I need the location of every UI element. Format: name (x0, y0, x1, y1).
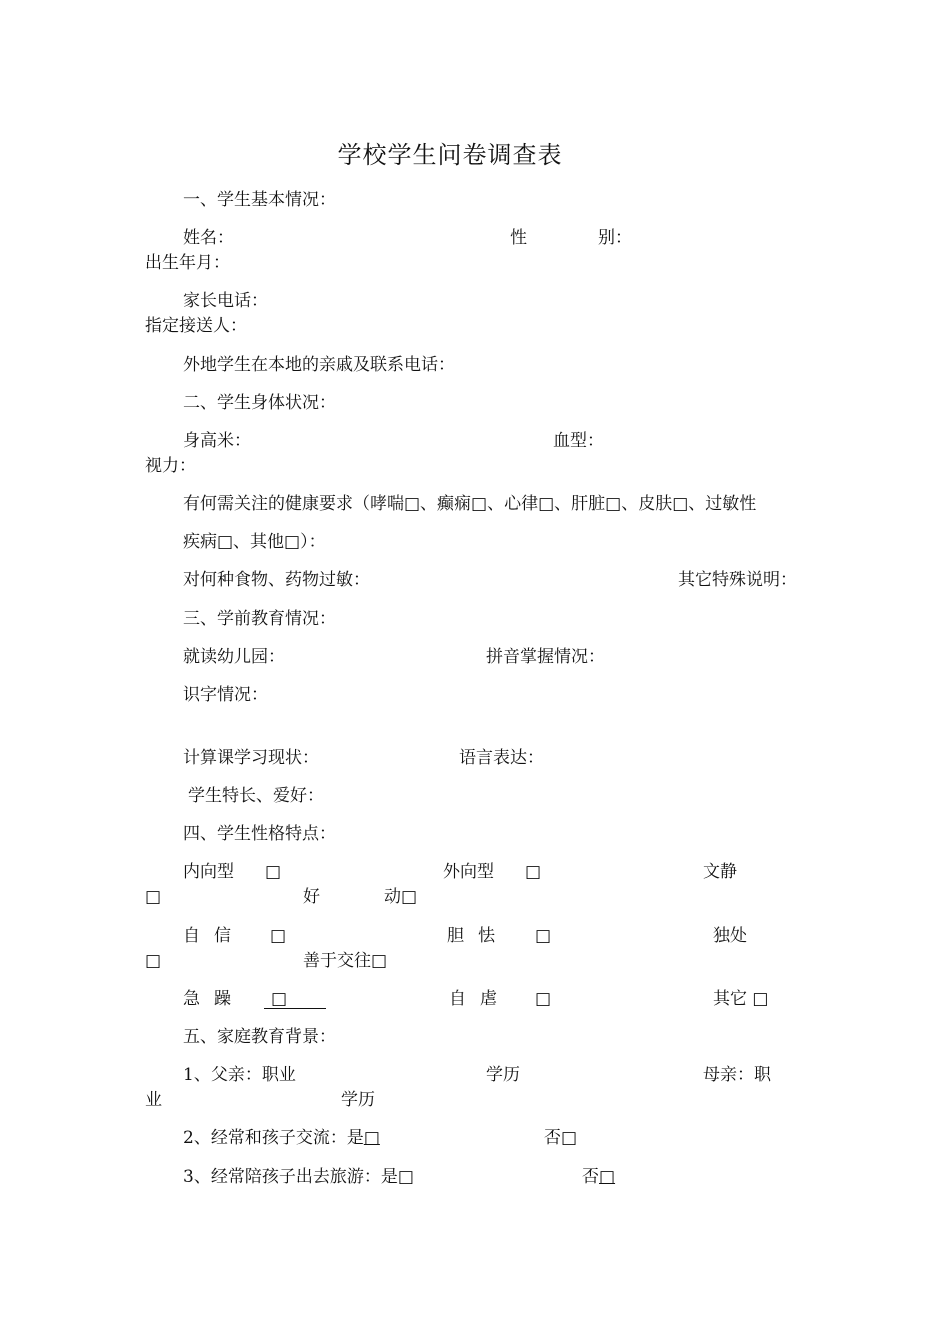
irritable-checkbox[interactable] (264, 989, 326, 1009)
introvert-label: 内向型 (183, 862, 234, 882)
parent-phone-label: 家长电话： (183, 291, 268, 311)
height-label: 身高米： (183, 431, 251, 451)
health-requirements-line2: 疾病□、其他□）： (183, 532, 326, 552)
social-label: 善于交往□ (303, 951, 388, 971)
section-1-heading: 一、学生基本情况： (183, 190, 336, 210)
hobbies-label: 学生特长、爱好： (188, 786, 324, 806)
sex-label-part2: 别： (598, 228, 632, 248)
timid-checkbox[interactable]: □ (535, 926, 552, 946)
travel-no-option (582, 1167, 615, 1187)
kindergarten-label: 就读幼儿园： (183, 647, 285, 667)
pickup-person-label: 指定接送人： (145, 316, 247, 336)
communication-label (183, 1128, 380, 1148)
mother-education-label: 学历 (341, 1090, 375, 1110)
special-note-label: 其它特殊说明： (678, 570, 797, 590)
literacy-label: 识字情况： (183, 685, 268, 705)
travel-label: 3、经常陪孩子出去旅游：是□ (183, 1167, 414, 1187)
name-label: 姓名： (183, 228, 234, 248)
travel-no-checkbox[interactable]: □ (599, 1167, 616, 1187)
timid-label: 胆怯 (447, 926, 509, 946)
health-requirements-line1: 有何需关注的健康要求（哮喘□、癫痫□、心律□、肝脏□、皮肤□、过敏性 (183, 494, 757, 514)
sex-label-part1: 性 (510, 228, 527, 248)
father-education-label: 学历 (486, 1065, 520, 1085)
section-4-heading: 四、学生性格特点： (183, 824, 336, 844)
quiet-checkbox[interactable]: □ (145, 887, 162, 907)
alone-label: 独处 (713, 926, 747, 946)
math-label: 计算课学习现状： (183, 748, 319, 768)
mother-occupation-label-part2: 业 (145, 1090, 162, 1110)
section-2-heading: 二、学生身体状况： (183, 393, 336, 413)
communication-no-checkbox[interactable]: 否□ (544, 1128, 578, 1148)
inferior-checkbox[interactable]: □ (535, 989, 552, 1009)
inferior-label: 自虐 (449, 989, 511, 1009)
section-3-heading: 三、学前教育情况： (183, 609, 336, 629)
introvert-checkbox[interactable]: □ (265, 862, 282, 882)
alone-checkbox[interactable]: □ (145, 951, 162, 971)
active-label-part2: 动□ (384, 887, 418, 907)
section-5-heading: 五、家庭教育背景： (183, 1027, 336, 1047)
language-label: 语言表达： (459, 748, 544, 768)
father-occupation-label: 1、父亲：职业 (183, 1065, 296, 1085)
extrovert-label: 外向型 (443, 862, 494, 882)
confident-label: 自信 (183, 926, 245, 946)
relatives-label: 外地学生在本地的亲戚及联系电话： (183, 355, 455, 375)
pinyin-label: 拼音掌握情况： (486, 647, 605, 667)
mother-occupation-label-part1: 母亲：职 (703, 1065, 771, 1085)
confident-checkbox[interactable]: □ (270, 926, 287, 946)
communication-question: 2、经常和孩子交流：是 (183, 1128, 364, 1148)
blood-type-label: 血型： (553, 431, 604, 451)
travel-no-label: 否 (582, 1167, 599, 1187)
birth-label: 出生年月： (145, 253, 230, 273)
irritable-checkbox-mark: □ (271, 989, 288, 1009)
page-title: 学校学生问卷调查表 (337, 141, 563, 169)
irritable-label: 急躁 (183, 989, 245, 1009)
communication-yes-checkbox[interactable]: □ (363, 1128, 380, 1148)
vision-label: 视力： (145, 456, 196, 476)
extrovert-checkbox[interactable]: □ (525, 862, 542, 882)
active-label-part1: 好 (303, 887, 320, 907)
others-label: 其它 □ (713, 989, 769, 1009)
quiet-label: 文静 (703, 862, 737, 882)
allergy-label: 对何种食物、药物过敏： (183, 570, 370, 590)
